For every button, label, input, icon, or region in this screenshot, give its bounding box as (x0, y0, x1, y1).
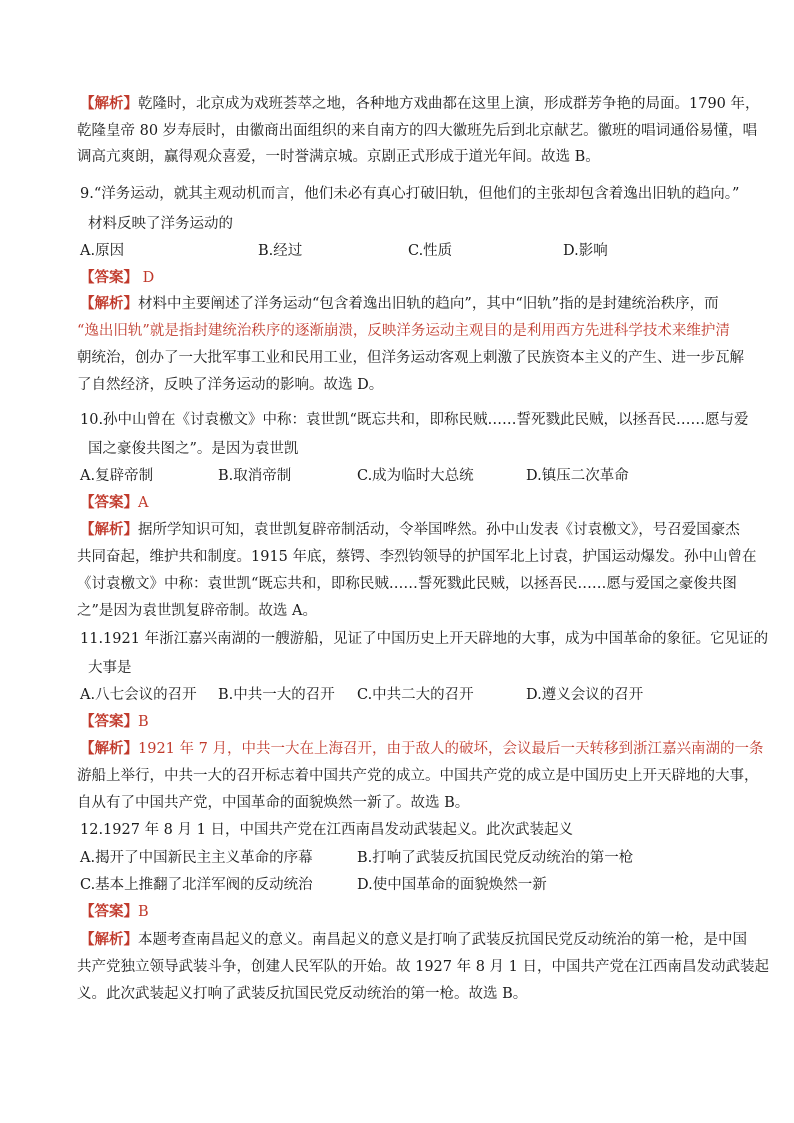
q11-analysis-line-2: 游船上举行，中共一大的召开标志着中国共产党的成立。中国共产党的成立是中国历史上开天辟地的大事， (77, 768, 759, 784)
q8-analysis-line-2: 乾隆皇帝 80 岁寿辰时，由徽商出面组织的来自南方的四大徽班先后到北京献艺。徽班的唱词通俗易懂，唱 (77, 123, 758, 139)
q8-analysis-line-1: 【解析】乾隆时，北京成为戏班荟萃之地，各种地方戏曲都在这里上演，形成群芳争艳的局面。1790 年， (80, 95, 760, 112)
q10-analysis-line-3: 《讨袁檄文》中称：袁世凯“既忘共和，即称民贼……誓死戮此民贼，以拯吾民……愿与爱国之豪俊共图 (77, 576, 737, 592)
q12-option-a: A.揭开了中国新民主主义革命的序幕 (80, 850, 313, 866)
q9-option-c: C.性质 (408, 243, 453, 259)
q10-option-a: A.复辟帝制 (80, 468, 154, 484)
q10-analysis-line-4: 之”是因为袁世凯复辟帝制。故选 A。 (77, 603, 317, 619)
q11-analysis-line-1: 【解析】1921 年 7 月，中共一大在上海召开，由于敌人的破坏，会议最后一天转移到浙江嘉兴南湖的一条 (80, 740, 764, 757)
q12-analysis-line-1: 【解析】本题考查南昌起义的意义。南昌起义的意义是打响了武装反抗国民党反动统治的第一枪，是中国 (80, 931, 747, 948)
q9-analysis-line-2: “逸出旧轨”就是指封建统治秩序的逐渐崩溃，反映洋务运动主观目的是利用西方先进科学技术来维护清 (77, 323, 730, 339)
q9-analysis-line-3: 朝统治，创办了一大批军事工业和民用工业，但洋务运动客观上刺激了民族资本主义的产生、进一步瓦解 (77, 350, 744, 366)
q11-option-d: D.遵义会议的召开 (526, 687, 644, 703)
q11-option-b: B.中共一大的召开 (218, 687, 335, 703)
q12-answer: 【答案】B (80, 903, 149, 920)
q9-answer: 【答案】 D (80, 269, 155, 286)
q11-analysis-line-3: 自从有了中国共产党，中国革命的面貌焕然一新了。故选 B。 (77, 795, 470, 811)
q11-stem-line-1: 11.1921 年浙江嘉兴南湖的一艘游船，见证了中国历史上开天辟地的大事，成为中国革命的象征。它见证的 (80, 631, 769, 647)
q9-option-d: D.影响 (563, 243, 608, 259)
q9-stem-line-2: 材料反映了洋务运动的 (88, 216, 233, 232)
q11-option-a: A.八七会议的召开 (80, 687, 197, 703)
q9-option-a: A.原因 (80, 243, 125, 259)
q9-stem-line-1: 9.“洋务运动，就其主观动机而言，他们未必有真心打破旧轨，但他们的主张却包含着逸出旧轨的趋向。” (80, 186, 740, 202)
q10-analysis-line-1: 【解析】据所学知识可知，袁世凯复辟帝制活动，令举国哗然。孙中山发表《讨袁檄文》，号召爱国豪杰 (80, 521, 740, 538)
q12-analysis-line-2: 共产党独立领导武装斗争，创建人民军队的开始。故 1927 年 8 月 1 日，中国共产党在江西南昌发动武装起 (77, 959, 770, 975)
q12-analysis-line-3: 义。此次武装起义打响了武装反抗国民党反动统治的第一枪。故选 B。 (77, 986, 528, 1002)
q12-option-c: C.基本上推翻了北洋军阀的反动统治 (80, 877, 313, 893)
q11-option-c: C.中共二大的召开 (357, 687, 474, 703)
q12-option-d: D.使中国革命的面貌焕然一新 (357, 877, 547, 893)
q10-option-c: C.成为临时大总统 (357, 468, 474, 484)
q11-stem-line-2: 大事是 (88, 660, 132, 676)
q9-option-b: B.经过 (258, 243, 303, 259)
q12-stem-line-1: 12.1927 年 8 月 1 日，中国共产党在江西南昌发动武装起义。此次武装起义 (80, 822, 573, 838)
q11-answer: 【答案】B (80, 713, 149, 730)
q10-stem-line-1: 10.孙中山曾在《讨袁檄文》中称：袁世凯“既忘共和，即称民贼……誓死戮此民贼，以拯吾民……愿与爱 (80, 412, 749, 428)
q8-analysis-line-3: 调高亢爽朗，赢得观众喜爱，一时誉满京城。京剧正式形成于道光年间。故选 B。 (77, 149, 600, 165)
q10-analysis-line-2: 共同奋起，维护共和制度。1915 年底，蔡锷、李烈钧领导的护国军北上讨袁，护国运动爆发。孙中山曾在 (77, 549, 757, 565)
q10-stem-line-2: 国之豪俊共图之”。是因为袁世凯 (88, 441, 299, 457)
q12-option-b: B.打响了武装反抗国民党反动统治的第一枪 (357, 850, 634, 866)
analysis-label: 【解析】 (80, 95, 138, 112)
q10-option-b: B.取消帝制 (218, 468, 292, 484)
q9-analysis-line-4: 了自然经济，反映了洋务运动的影响。故选 D。 (77, 377, 384, 393)
q10-option-d: D.镇压二次革命 (526, 468, 629, 484)
q9-analysis-line-1: 【解析】材料中主要阐述了洋务运动“包含着逸出旧轨的趋向”，其中“旧轨”指的是封建统治秩序，而 (80, 295, 719, 312)
q10-answer: 【答案】A (80, 494, 149, 511)
